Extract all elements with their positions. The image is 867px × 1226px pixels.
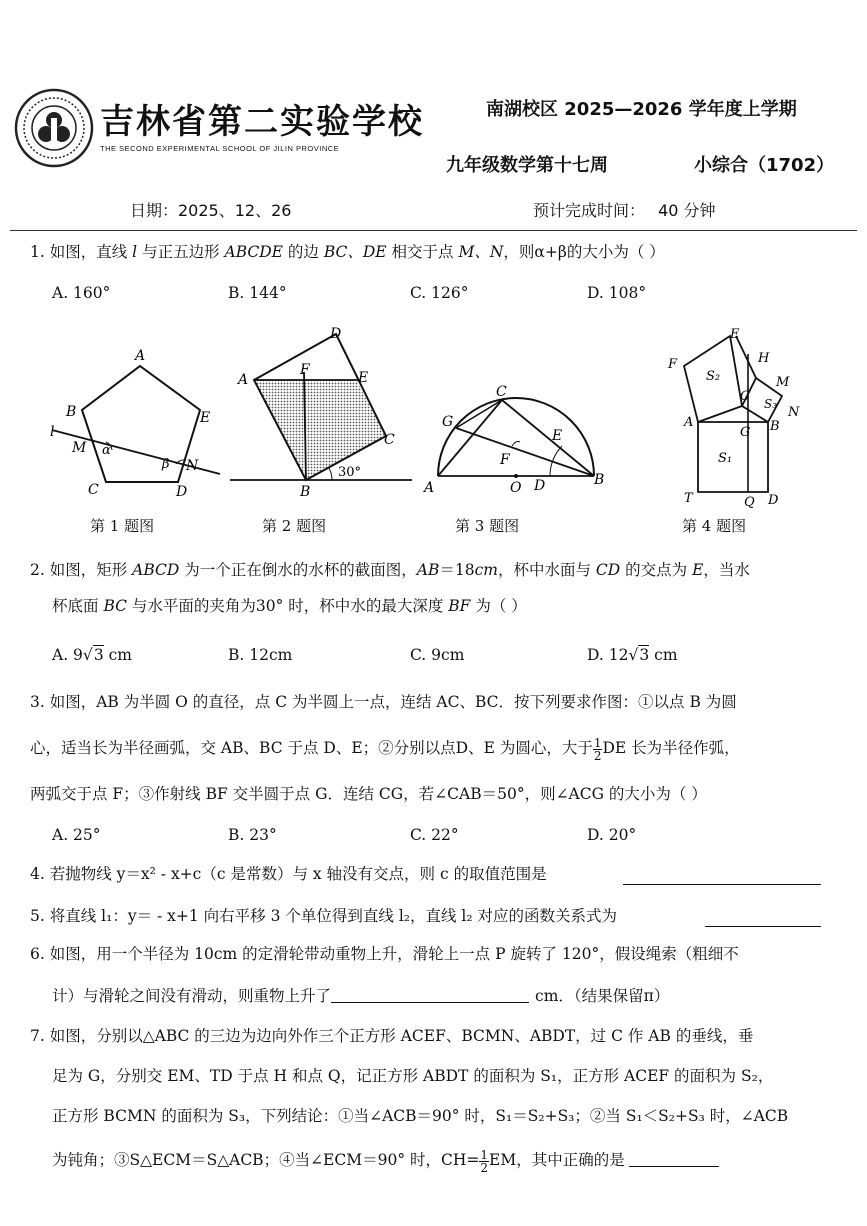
fig3-label-G: G — [442, 414, 454, 430]
question-7-line1: 7. 如图，分别以△ABC 的三边为边向外作三个正方形 ACEF、BCMN、ABDT，过 C 作 AB 的垂线，垂 — [30, 1027, 754, 1045]
question-7-line4 — [52, 1146, 719, 1175]
q1-number: 1. — [30, 243, 45, 261]
q1-text: ，则α+β的大小为（ ） — [503, 243, 665, 261]
term-title: 南湖校区 2025—2026 学年度上学期 — [486, 99, 797, 120]
fig4-label-S2: S₂ — [706, 369, 721, 384]
fraction-half — [479, 1149, 489, 1174]
fig3-label-A: A — [424, 480, 435, 496]
q2-sqrt: 3 — [93, 646, 104, 664]
grade-week-title: 九年级数学第十七周 — [446, 155, 608, 176]
header-divider — [10, 230, 857, 231]
q2-text: ＝18 — [439, 561, 475, 579]
q2-var: CD — [595, 561, 621, 579]
q2-option-d-text: D. 12 — [587, 646, 629, 664]
frac-den: 2 — [593, 748, 602, 763]
fig1-label-beta: β — [162, 457, 170, 472]
fig3-label-F: F — [500, 452, 510, 468]
q6-text: 计）与滑轮之间没有滑动，则重物上升了 — [52, 987, 332, 1005]
q3-option-a: A. 25° — [52, 826, 101, 844]
q4-answer-blank[interactable] — [623, 884, 821, 885]
time-value: 40 分钟 — [658, 201, 716, 220]
q7-text: EM，其中正确的是 — [489, 1151, 625, 1169]
fig4-label-E: E — [730, 327, 740, 342]
q3-option-d: D. 20° — [587, 826, 637, 844]
fig4-label-H: H — [758, 351, 770, 366]
q2-var: ABCD — [132, 561, 180, 579]
question-3-line2 — [30, 734, 740, 763]
school-name-cn: 吉林省第二实验学校 — [100, 102, 424, 142]
q2-text: 2. 如图，矩形 — [30, 561, 133, 579]
figure-1-pentagon — [40, 348, 230, 498]
q2-option-b: B. 12cm — [228, 646, 293, 664]
fig1-label-D: D — [176, 484, 188, 498]
q7-answer-blank[interactable] — [629, 1150, 719, 1167]
fig1-label-B: B — [66, 404, 77, 420]
date-label: 日期：2025、12、26 — [130, 201, 292, 220]
fig2-label-E: E — [358, 370, 369, 386]
figure-3-semicircle — [420, 384, 610, 498]
question-7-line2: 足为 G，分别交 EM、TD 于点 H 和点 Q，记正方形 ABDT 的面积为 S₁，正方形 ACEF 的面积为 S₂， — [52, 1067, 774, 1085]
q5-answer-blank[interactable] — [705, 926, 821, 927]
q2-text: 为（ ） — [470, 597, 527, 615]
fig3-label-B: B — [594, 472, 605, 488]
figure-2-caption: 第 2 题图 — [262, 517, 327, 535]
q2-var: BC — [103, 597, 127, 615]
fig4-label-S3: S₃ — [764, 397, 778, 411]
q1-option-b: B. 144° — [228, 284, 287, 302]
question-1 — [30, 238, 665, 267]
figure-4-caption: 第 4 题图 — [682, 517, 747, 535]
fig2-label-F: F — [300, 362, 310, 378]
q2-option-d: D. 12√3 cm — [587, 646, 678, 664]
q1-text: 的边 — [282, 243, 324, 261]
question-6-line2 — [52, 982, 669, 1011]
school-name-en: THE SECOND EXPERIMENTAL SCHOOL OF JILIN PROVINCE — [100, 144, 340, 153]
question-2-line1 — [30, 556, 750, 585]
fig3-label-O: O — [510, 480, 522, 496]
q2-unit: cm — [103, 646, 132, 664]
fig2-label-B: B — [300, 484, 311, 498]
fig4-label-S1: S₁ — [718, 451, 733, 466]
fig4-label-B: B — [770, 419, 780, 434]
q3-option-c: C. 22° — [410, 826, 459, 844]
q2-text: 与水平面的夹角为30° 时，杯中水的最大深度 — [126, 597, 449, 615]
fig2-label-A: A — [238, 372, 249, 388]
q7-text: 为钝角；③S△ECM＝S△ACB；④当∠ECM＝90° 时，CH= — [52, 1151, 480, 1169]
q2-var: BF — [448, 597, 471, 615]
fig1-label-alpha: α — [102, 443, 111, 458]
fig1-label-C: C — [88, 482, 99, 498]
q2-text: 的交点为 — [620, 561, 693, 579]
q2-option-a-text: A. 9 — [52, 646, 83, 664]
fig4-label-N: N — [788, 405, 800, 420]
q2-var: E — [692, 561, 704, 579]
fig4-label-Q: Q — [744, 495, 755, 510]
figure-1-caption: 第 1 题图 — [90, 517, 155, 535]
fig4-label-G: G — [740, 425, 751, 440]
q1-text: 如图，直线 — [49, 243, 133, 261]
fig1-label-M: M — [72, 440, 87, 456]
q2-text: 杯底面 — [52, 597, 104, 615]
fig3-label-D: D — [534, 478, 546, 494]
date-line — [130, 198, 291, 221]
question-3-line3: 两弧交于点 F；③作射线 BF 交半圆于点 G．连结 CG，若∠CAB＝50°，则∠ACG 的大小为（ ） — [30, 785, 707, 803]
fig4-label-T: T — [684, 491, 693, 506]
time-line — [533, 198, 716, 221]
q3-text: DE 长为半径作弧， — [602, 739, 740, 757]
frac-den: 2 — [480, 1160, 489, 1175]
q3-text: 心，适当长为半径画弧，交 AB、BC 于点 D、E；②分别以点D、E 为圆心，大于 — [30, 739, 593, 757]
q2-var: AB — [416, 561, 440, 579]
fig1-label-l: l — [50, 424, 55, 440]
question-2-line2 — [52, 592, 527, 621]
fig1-label-E: E — [200, 410, 211, 426]
quiz-title: 小综合（1702） — [694, 155, 835, 176]
q1-line-l: l — [132, 243, 138, 261]
question-5 — [30, 902, 617, 931]
q2-option-a: A. 9√3 cm — [52, 646, 132, 664]
q2-sqrt: 3 — [639, 646, 650, 664]
q1-text: 相交于点 — [386, 243, 459, 261]
question-7-line3: 正方形 BCMN 的面积为 S₃，下列结论：①当∠ACB＝90° 时，S₁＝S₂+S₃；②当 S₁＜S₂+S₃ 时，∠ACB — [52, 1107, 789, 1125]
fig3-label-C: C — [496, 384, 507, 400]
q1-option-a: A. 160° — [52, 284, 111, 302]
q2-text: ，杯中水面与 — [497, 561, 596, 579]
q4-text: 4. 若抛物线 y＝x² - x+c（c 是常数）与 x 轴没有交点，则 c 的取值范围是 — [30, 865, 547, 883]
fig4-label-F: F — [668, 357, 678, 372]
fig2-label-angle: 30° — [338, 465, 362, 480]
fig2-label-D: D — [330, 326, 342, 342]
q1-option-c: C. 126° — [410, 284, 469, 302]
q1-sides: BC、DE — [323, 243, 387, 261]
question-3-line1: 3. 如图，AB 为半圆 O 的直径，点 C 为半圆上一点，连结 AC、BC．按下列要求作图：①以点 B 为圆 — [30, 693, 737, 711]
question-6-line1: 6. 如图，用一个半径为 10cm 的定滑轮带动重物上升，滑轮上一点 P 旋转了 120°，假设绳索（粗细不 — [30, 945, 739, 963]
figure-3-caption: 第 3 题图 — [455, 517, 520, 535]
figure-4-squares — [664, 322, 824, 510]
q2-text: 为一个正在倒水的水杯的截面图， — [179, 561, 417, 579]
fig1-label-N: N — [186, 458, 199, 474]
question-4 — [30, 860, 547, 889]
q1-points: M、N — [458, 243, 504, 261]
q6-answer-blank[interactable] — [331, 986, 529, 1003]
frac-num: 1 — [480, 1147, 489, 1162]
frac-num: 1 — [593, 735, 602, 750]
q6-text: cm．（结果保留π） — [535, 987, 670, 1005]
q2-unit: cm — [649, 646, 678, 664]
q2-text: ，当水 — [703, 561, 750, 579]
fig4-label-A: A — [684, 415, 694, 430]
q1-text: 与正五边形 — [137, 243, 225, 261]
q2-option-c: C. 9cm — [410, 646, 465, 664]
q1-option-d: D. 108° — [587, 284, 647, 302]
fig3-label-E: E — [552, 428, 563, 444]
q2-unit: cm — [474, 561, 498, 579]
fig4-label-M: M — [776, 375, 790, 390]
q1-pentagon-name: ABCDE — [224, 243, 283, 261]
fig2-label-C: C — [384, 432, 395, 448]
q3-option-b: B. 23° — [228, 826, 277, 844]
school-seal-logo — [14, 88, 94, 168]
fig4-label-C: C — [740, 389, 750, 404]
q5-text: 5. 将直线 l₁：y＝ - x+1 向右平移 3 个单位得到直线 l₂，直线 l₂ 对应的函数关系式为 — [30, 907, 618, 925]
fig4-label-D: D — [768, 493, 779, 508]
fig1-label-A: A — [135, 348, 146, 364]
figure-2-water-cup — [226, 322, 416, 498]
time-label: 预计完成时间： — [533, 201, 646, 220]
